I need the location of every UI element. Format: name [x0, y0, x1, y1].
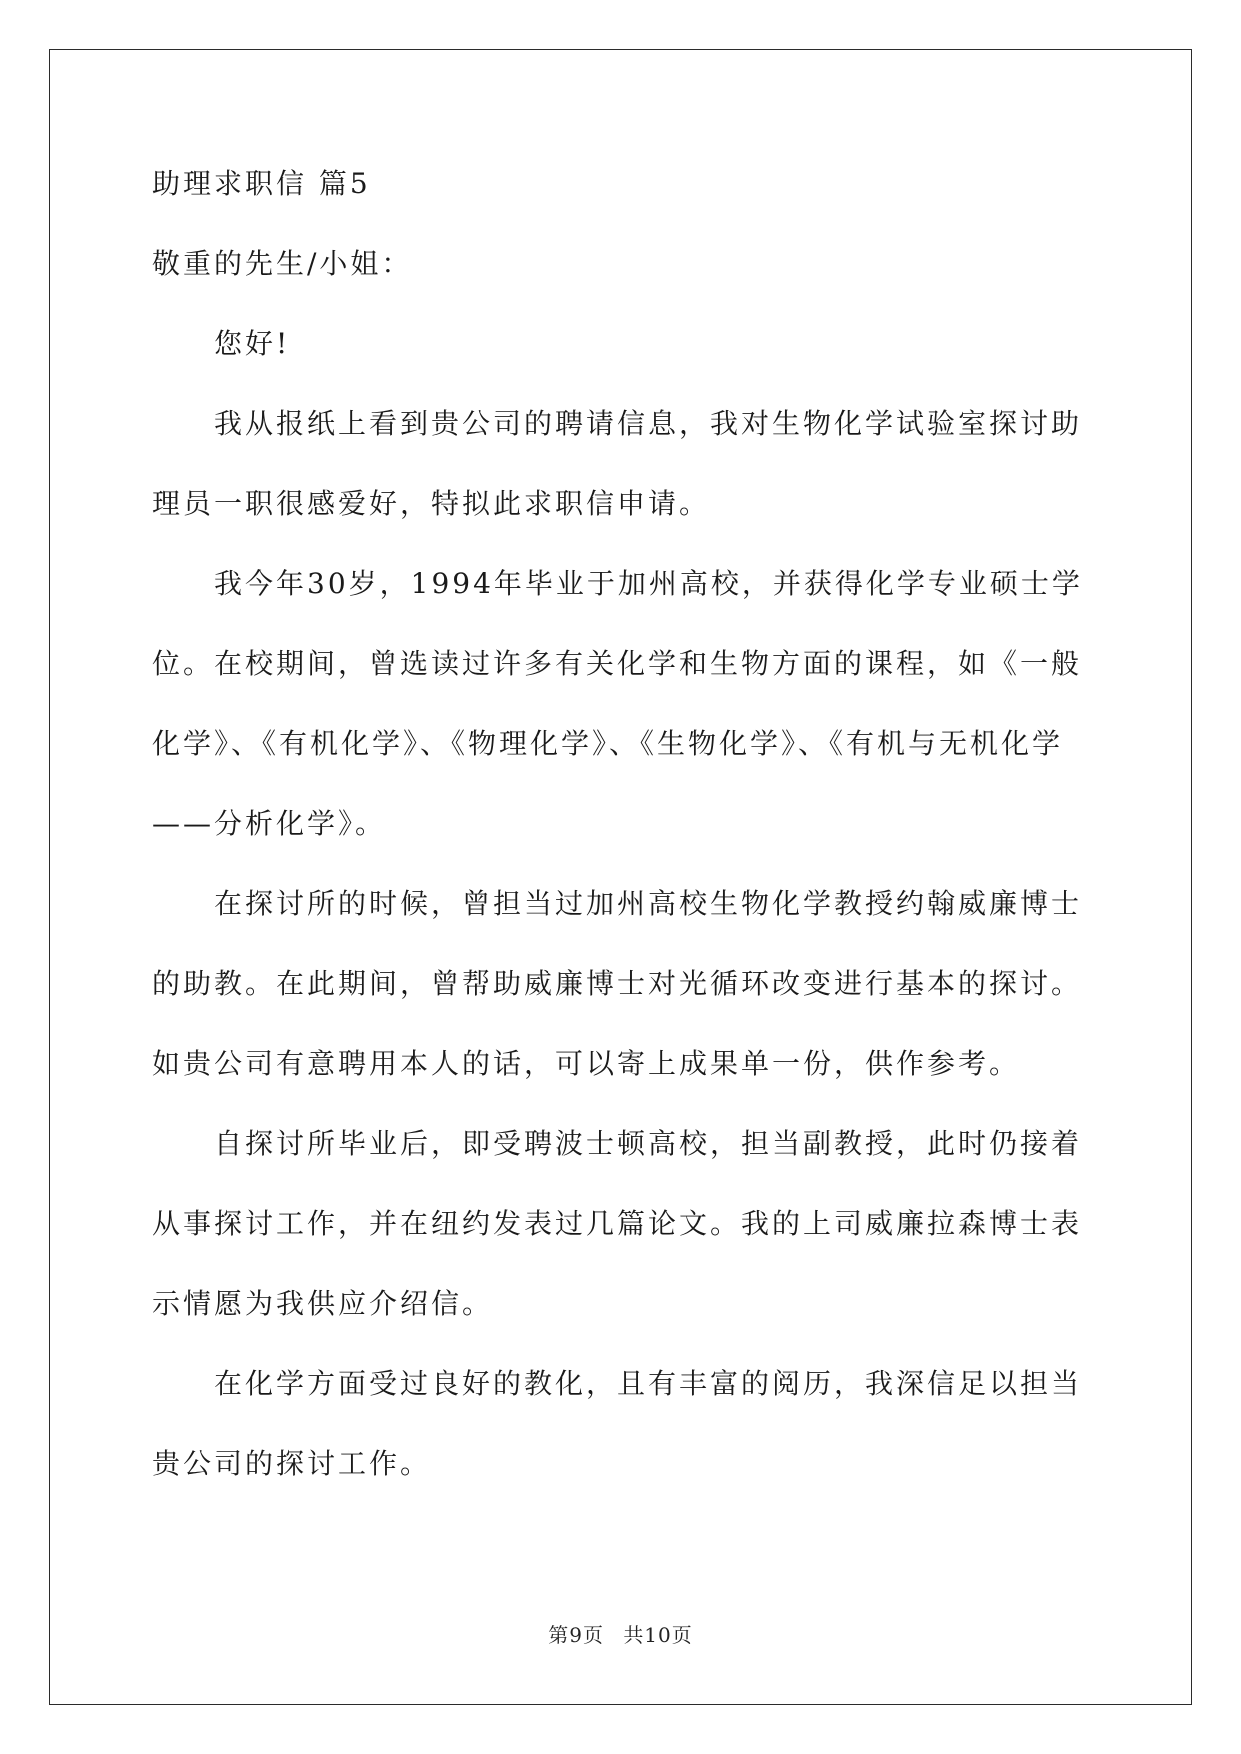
paragraph-line: 化学》、《有机化学》、《物理化学》、《生物化学》、《有机与无机化学	[152, 727, 1064, 760]
paragraph-line: 我今年30岁，1994年毕业于加州高校，并获得化学专业硕士学	[214, 567, 1083, 600]
paragraph-line: ——分析化学》。	[152, 807, 387, 840]
greeting: 您好!	[214, 327, 291, 360]
paragraph-4	[152, 1126, 1092, 1322]
paragraph-2	[152, 566, 1092, 842]
paragraph-line: 在探讨所的时候，曾担当过加州高校生物化学教授约翰威廉博士	[214, 887, 1083, 920]
paragraph-5	[152, 1366, 1092, 1482]
paragraph-line: 贵公司的探讨工作。	[152, 1447, 432, 1480]
page-footer	[0, 1619, 1241, 1648]
document-body	[152, 166, 1092, 1526]
paragraph-line: 从事探讨工作，并在纽约发表过几篇论文。我的上司威廉拉森博士表	[152, 1207, 1083, 1240]
paragraph-line: 在化学方面受过良好的教化，且有丰富的阅历，我深信足以担当	[214, 1367, 1083, 1400]
page-total: 共10页	[623, 1623, 693, 1647]
salutation: 敬重的先生/小姐：	[152, 247, 413, 280]
paragraph-line: 的助教。在此期间，曾帮助威廉博士对光循环改变进行基本的探讨。	[152, 967, 1083, 1000]
paragraph-1	[152, 406, 1092, 522]
paragraph-line: 位。在校期间，曾选读过许多有关化学和生物方面的课程，如《一般	[152, 647, 1083, 680]
paragraph-line: 我从报纸上看到贵公司的聘请信息，我对生物化学试验室探讨助	[214, 407, 1083, 440]
paragraph-line: 理员一职很感爱好，特拟此求职信申请。	[152, 487, 711, 520]
paragraph-line: 如贵公司有意聘用本人的话，可以寄上成果单一份，供作参考。	[152, 1047, 1021, 1080]
document-title: 助理求职信 篇5	[152, 167, 371, 200]
paragraph-3	[152, 886, 1092, 1082]
paragraph-line: 自探讨所毕业后，即受聘波士顿高校，担当副教授，此时仍接着	[214, 1127, 1083, 1160]
paragraph-line: 示情愿为我供应介绍信。	[152, 1287, 494, 1320]
page-number: 第9页	[548, 1623, 604, 1647]
